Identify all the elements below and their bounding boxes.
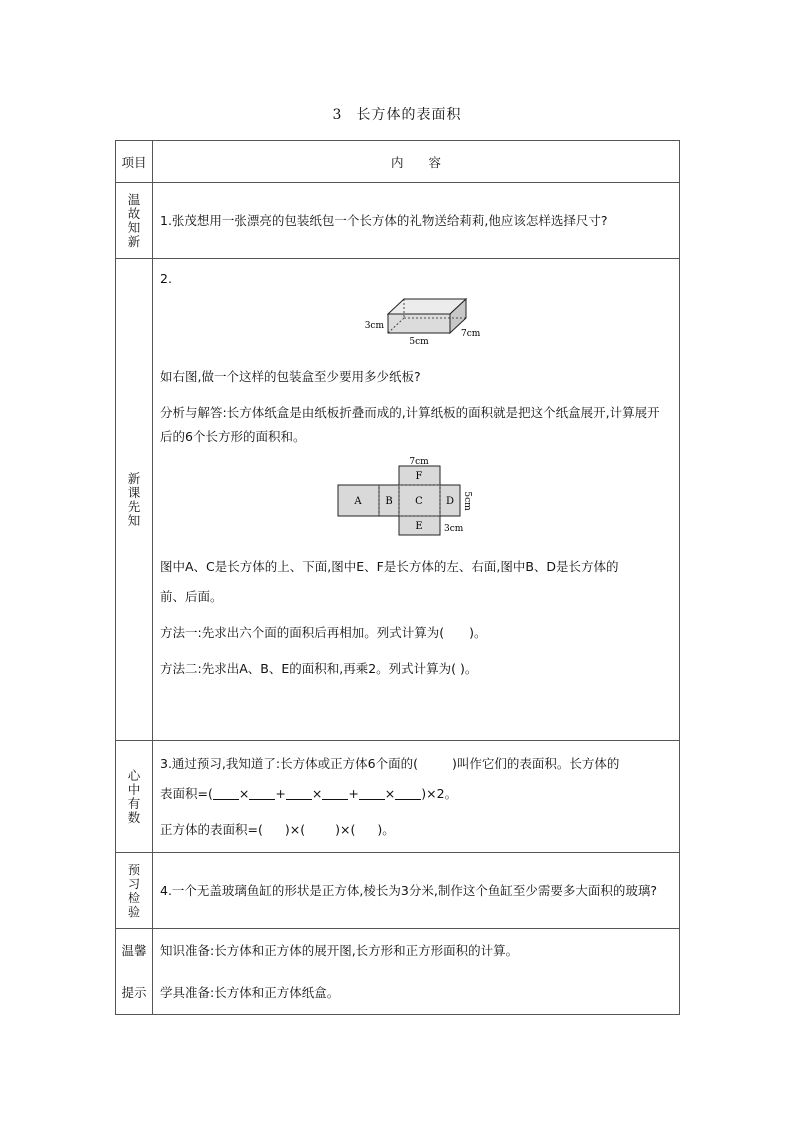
question-1: 1.张茂想用一张漂亮的包装纸包一个长方体的礼物送给莉莉,他应该怎样选择尺寸? [160,212,608,228]
check-row [116,853,680,929]
check-content [153,853,680,929]
worksheet-table [115,140,680,1015]
question-3-line2: 表面积=( × + × + × )×2。 [160,785,458,801]
net-figure [336,457,496,543]
net-label-e: E [414,521,423,532]
net-label-c: C [414,496,423,507]
knowledge-prep: 知识准备:长方体和正方体的展开图,长方形和正方形面积的计算。 [160,942,519,958]
net-label-b: B [384,496,393,507]
cube-surface-formula: 正方体的表面积=( )×( )×( )。 [160,821,395,837]
section-title: 长方体的表面积 [356,107,462,123]
newlesson-label: 新 课 先 知 [116,259,153,741]
cuboid-front-face [388,314,450,333]
table-header-row [116,141,680,183]
method-two: 方法二:先求出A、B、E的面积和,再乘2。列式计算为( )。 [160,661,478,676]
page-title [0,104,794,124]
net-label-d: D [445,496,454,507]
section-number: 3 [332,107,343,123]
header-item-cell: 项目 [116,141,153,183]
packaging-question: 如右图,做一个这样的包装盒至少要用多少纸板? [160,369,421,384]
review-row [116,183,680,259]
tools-prep: 学具准备:长方体和正方体纸盒。 [160,984,340,1000]
cuboid-figure [346,291,486,353]
question-4: 4.一个无盖玻璃鱼缸的形状是正方体,棱长为3分米,制作这个鱼缸至少需要多大面积的玻璃? [160,882,657,898]
faces-explanation-2: 前、后面。 [160,589,223,604]
net-width-label: 5cm [461,491,472,511]
mind-row [116,741,680,853]
net-label-f: F [415,471,422,482]
analysis-text: 分析与解答:长方体纸盒是由纸板折叠而成的,计算纸板的面积就是把这个纸盒展开,计算展开后的6个长方形的面积和。 [160,405,660,444]
tips-content [153,929,680,1015]
question-2-number: 2. [160,271,172,286]
check-label: 预 习 检 验 [116,853,153,929]
net-height-label: 3cm [443,524,463,534]
cuboid-length-label: 7cm [460,329,480,339]
net-length-label: 7cm [408,457,429,467]
net-label-a: A [353,496,362,507]
method-one: 方法一:先求出六个面的面积后再相加。列式计算为( )。 [160,625,487,640]
newlesson-content [153,259,680,741]
mind-label: 心 中 有 数 [116,741,153,853]
newlesson-row [116,259,680,741]
cuboid-height-label: 3cm [364,321,384,331]
mind-content [153,741,680,853]
cuboid-width-label: 5cm [408,337,429,347]
faces-explanation-1: 图中A、C是长方体的上、下面,图中E、F是长方体的左、右面,图中B、D是长方体的 [160,559,619,574]
tips-row [116,929,680,1015]
review-label: 温 故 知 新 [116,183,153,259]
tips-label: 温馨 提示 [116,929,153,1015]
review-content [153,183,680,259]
header-content-cell: 内 容 [153,141,680,183]
question-3-line1: 3.通过预习,我知道了:长方体或正方体6个面的( )叫作它们的表面积。长方体的 [160,755,620,771]
